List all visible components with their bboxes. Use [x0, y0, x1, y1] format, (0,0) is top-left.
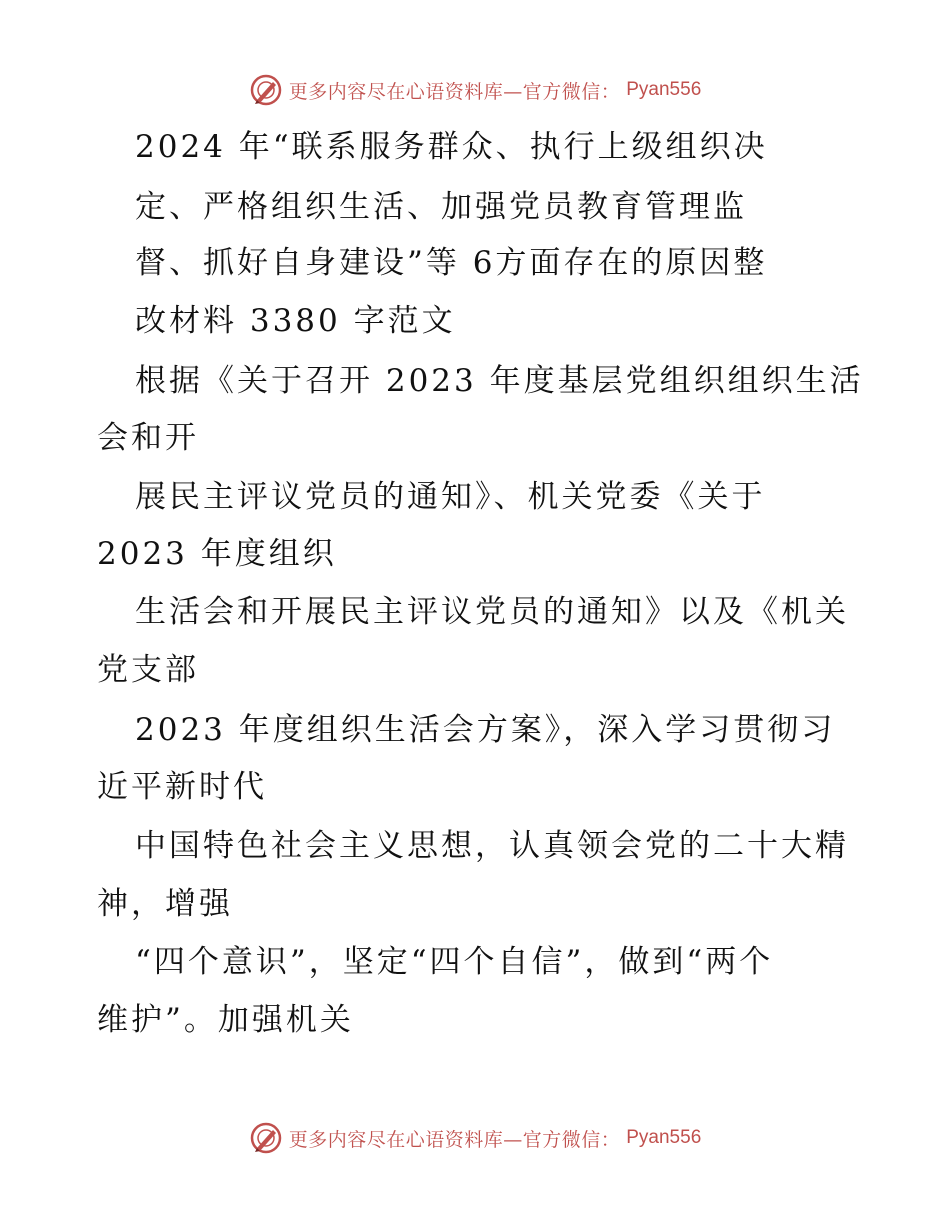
watermark-wechat-id: Pyan556: [626, 79, 702, 100]
text-line: 根据《关于召开 2023 年度基层党组织组织生活: [135, 363, 864, 399]
text-line: 生活会和开展民主评议党员的通知》以及《机关: [135, 594, 849, 630]
text-line: 2023 年度组织生活会方案》，深入学习贯彻习: [135, 712, 836, 748]
text-line: “四个意识”，坚定“四个自信”，做到“两个: [135, 944, 774, 980]
watermark-text: 更多内容尽在心语资料库—官方微信：: [288, 1128, 621, 1151]
text-line: 2023 年度组织: [97, 536, 337, 572]
text-line: 改材料 3380 字范文: [135, 303, 456, 339]
footer-watermark: [0, 1118, 950, 1158]
text-line: 展民主评议党员的通知》、机关党委《关于: [135, 479, 766, 515]
text-line: 会和开: [97, 420, 199, 456]
text-line: 2024 年“联系服务群众、执行上级组织决: [135, 129, 768, 165]
watermark-text: 更多内容尽在心语资料库—官方微信：: [288, 80, 621, 103]
text-line: 督、抓好自身建设”等 6方面存在的原因整: [135, 245, 768, 281]
text-line: 维护”。加强机关: [97, 1002, 354, 1038]
watermark-wechat-id: Pyan556: [626, 1127, 702, 1148]
text-line: 党支部: [97, 652, 199, 688]
pen-logo-icon: [249, 1121, 283, 1155]
text-line: 神，增强: [97, 886, 233, 922]
pen-logo-icon: [249, 73, 283, 107]
header-watermark: [0, 70, 950, 110]
text-line: 定、严格组织生活、加强党员教育管理监: [135, 189, 747, 225]
text-line: 近平新时代: [97, 769, 267, 805]
text-line: 中国特色社会主义思想，认真领会党的二十大精: [135, 828, 849, 864]
